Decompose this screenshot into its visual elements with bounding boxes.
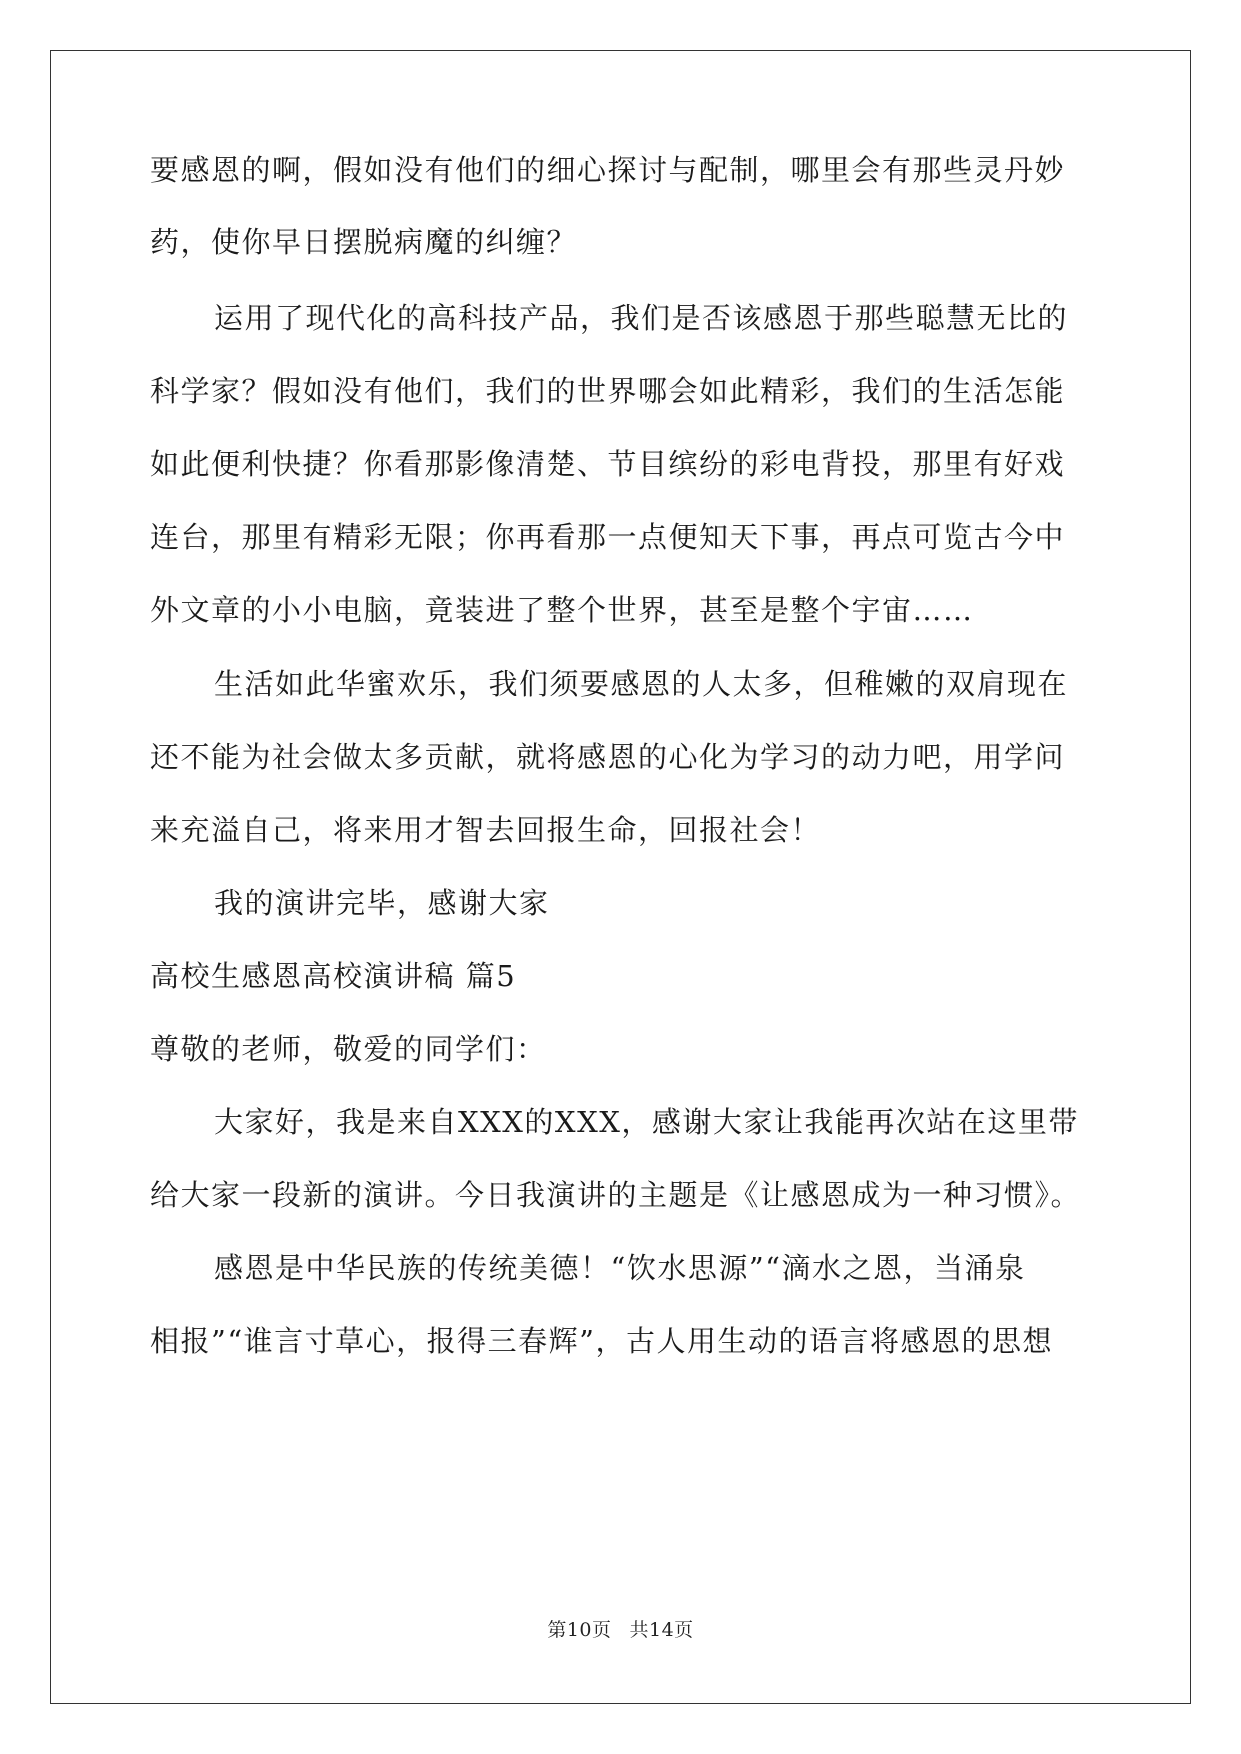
paragraph-start-line: 大家好，我是来自XXX的XXX，感谢大家让我能再次站在这里带: [214, 1105, 1079, 1139]
text-line: 相报”“谁言寸草心，报得三春辉”，古人用生动的语言将感恩的思想: [150, 1324, 1053, 1358]
section-heading: 高校生感恩高校演讲稿 篇5: [150, 959, 517, 993]
paragraph-start-line: 运用了现代化的高科技产品，我们是否该感恩于那些聪慧无比的: [214, 301, 1069, 335]
paragraph-start-line: 生活如此华蜜欢乐，我们须要感恩的人太多，但稚嫩的双肩现在: [214, 667, 1069, 701]
page-number: 第10页: [547, 1619, 612, 1641]
text-line: 如此便利快捷？你看那影像清楚、节目缤纷的彩电背投，那里有好戏: [150, 447, 1066, 481]
text-line: 来充溢自己，将来用才智去回报生命，回报社会！: [150, 813, 822, 847]
text-line: 连台，那里有精彩无限；你再看那一点便知天下事，再点可览古今中: [150, 520, 1066, 554]
text-line: 要感恩的啊，假如没有他们的细心探讨与配制，哪里会有那些灵丹妙: [150, 153, 1066, 187]
paragraph-start-line: 感恩是中华民族的传统美德！“饮水思源”“滴水之恩，当涌泉: [214, 1251, 1026, 1285]
closing-line: 我的演讲完毕，感谢大家: [214, 886, 550, 920]
page-footer: [0, 1618, 1241, 1642]
page-total: 共14页: [629, 1619, 694, 1641]
text-line: 外文章的小小电脑，竟装进了整个世界，甚至是整个宇宙……: [150, 593, 974, 627]
text-line: 科学家？假如没有他们，我们的世界哪会如此精彩，我们的生活怎能: [150, 374, 1066, 408]
salutation: 尊敬的老师，敬爱的同学们：: [150, 1032, 547, 1066]
text-line: 给大家一段新的演讲。今日我演讲的主题是《让感恩成为一种习惯》。: [150, 1178, 1082, 1212]
text-line: 药，使你早日摆脱病魔的纠缠？: [150, 225, 578, 259]
text-line: 还不能为社会做太多贡献，就将感恩的心化为学习的动力吧，用学问: [150, 740, 1066, 774]
